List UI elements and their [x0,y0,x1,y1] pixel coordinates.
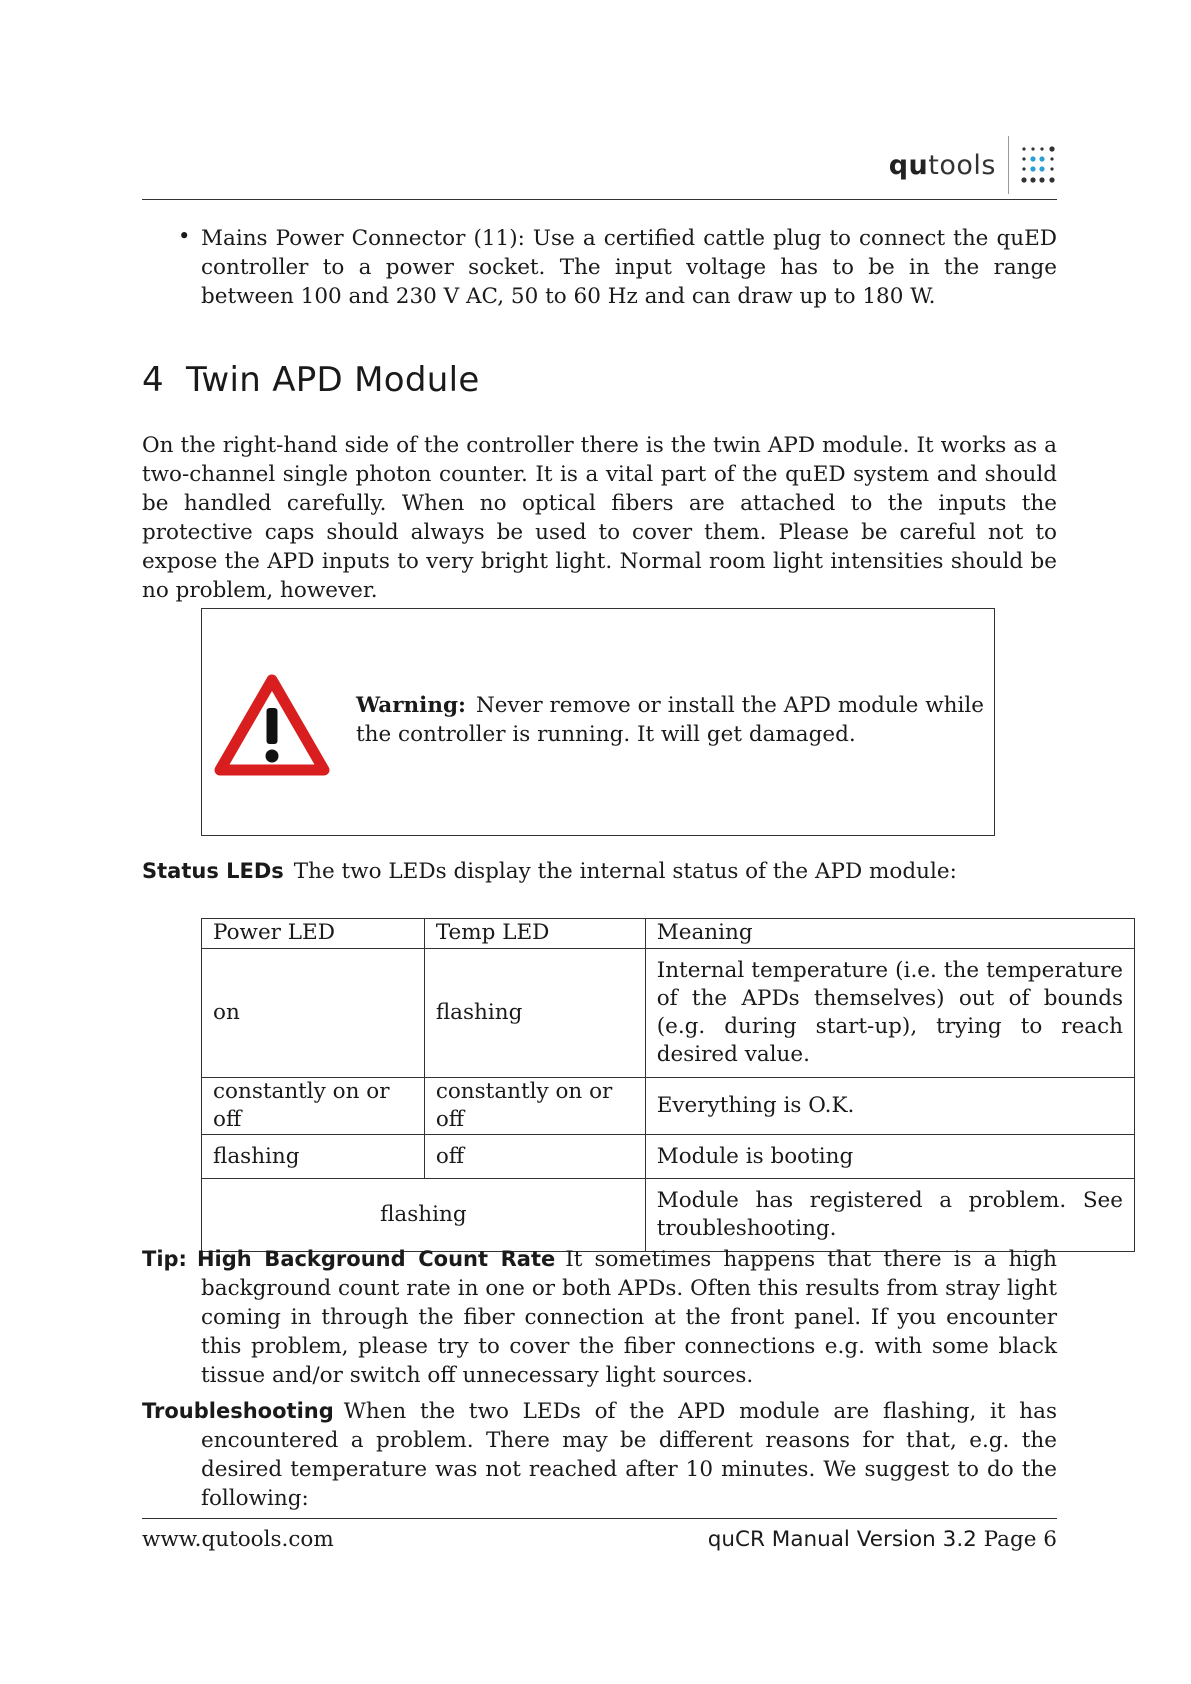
bullet-text: Mains Power Connector (11): Use a certified cattle plug to connect the quED controller to a power socket. The input voltage has to be in the range between 100 and 230 V AC, 50 to 60 Hz and can draw up to 180 W. [201,226,1057,309]
warning-message: Never remove or install the APD module while the controller is running. It will get damaged. [356,693,984,747]
warning-label: Warning: [356,693,466,718]
led-status-table [201,918,1135,1252]
tip-label: Tip: [142,1247,187,1271]
status-leds-text: The two LEDs display the internal status of the APD module: [293,859,957,884]
logo-dots-icon [1021,145,1057,185]
tip-block [142,1245,1057,1390]
section-intro [142,431,1057,605]
warning-text [356,691,984,749]
intro-paragraph: On the right-hand side of the controller there is the twin APD module. It works as a two-channel single photon counter. It is a vital part of the quED system and should be handled carefully. When no optical fibers are attached to the inputs the protective caps should always be used to cover them. Please be careful not to expose the APD inputs to very bright light. Normal room light intensities should be no problem, however. [142,433,1057,603]
document-page [142,0,1123,1684]
warning-box [201,608,995,836]
mains-power-bullet [142,224,1057,311]
table-header-row [202,919,1135,949]
cell-power: constantly on or off [202,1078,425,1135]
status-leds-heading: Status LEDs [142,859,284,883]
cell-both-leds: flashing [202,1179,646,1252]
footer-manual-version: quCR Manual Version 3.2 [707,1527,977,1552]
section-number: 4 [142,360,164,400]
section-heading: Twin APD Module [185,360,480,400]
footer-page-number: Page 6 [983,1527,1057,1552]
tip-heading: High Background Count Rate [196,1247,556,1271]
logo-wordmark: qutools [888,149,996,181]
header-temp-led: Temp LED [424,919,645,949]
footer-page-info [708,1527,1057,1552]
header-divider [142,199,1057,200]
table-row [202,1179,1135,1252]
table-row [202,1135,1135,1179]
tip-text: It sometimes happens that there is a high background count rate in one or both APDs. Often this results from stray light coming in through the fiber connection at the front panel. If you encounter this problem, please try to cover the fiber connections e.g. with some black tissue and/or switch off unnecessary light sources. [201,1247,1057,1388]
troubleshooting-text: When the two LEDs of the APD module are flashing, it has encountered a problem. There may be different reasons for that, e.g. the desired temperature was not reached after 10 minutes. We suggest to do the following: [201,1399,1057,1511]
page-header [142,130,1057,200]
warning-triangle-icon [214,674,330,780]
qutools-logo [889,136,1057,194]
cell-power: flashing [202,1135,425,1179]
cell-meaning: Module is booting [645,1135,1134,1179]
cell-power: on [202,949,425,1078]
section-title [142,360,480,400]
cell-meaning: Internal temperature (i.e. the temperature of the APDs themselves) out of bounds (e.g. during start-up), trying to reach desired value. [645,949,1134,1078]
troubleshooting-block [142,1397,1057,1513]
troubleshooting-heading: Troubleshooting [142,1399,334,1423]
status-leds-line [142,857,1057,886]
cell-temp: constantly on or off [424,1078,645,1135]
cell-meaning: Everything is O.K. [645,1078,1134,1135]
cell-meaning: Module has registered a problem. See troubleshooting. [645,1179,1134,1252]
cell-temp: off [424,1135,645,1179]
footer-url: www.qutools.com [142,1527,334,1552]
table-row [202,949,1135,1078]
table-row [202,1078,1135,1135]
footer-divider [142,1518,1057,1519]
header-power-led: Power LED [202,919,425,949]
logo-divider [1008,136,1009,194]
cell-temp: flashing [424,949,645,1078]
bullet-icon: • [178,224,191,248]
header-meaning: Meaning [645,919,1134,949]
